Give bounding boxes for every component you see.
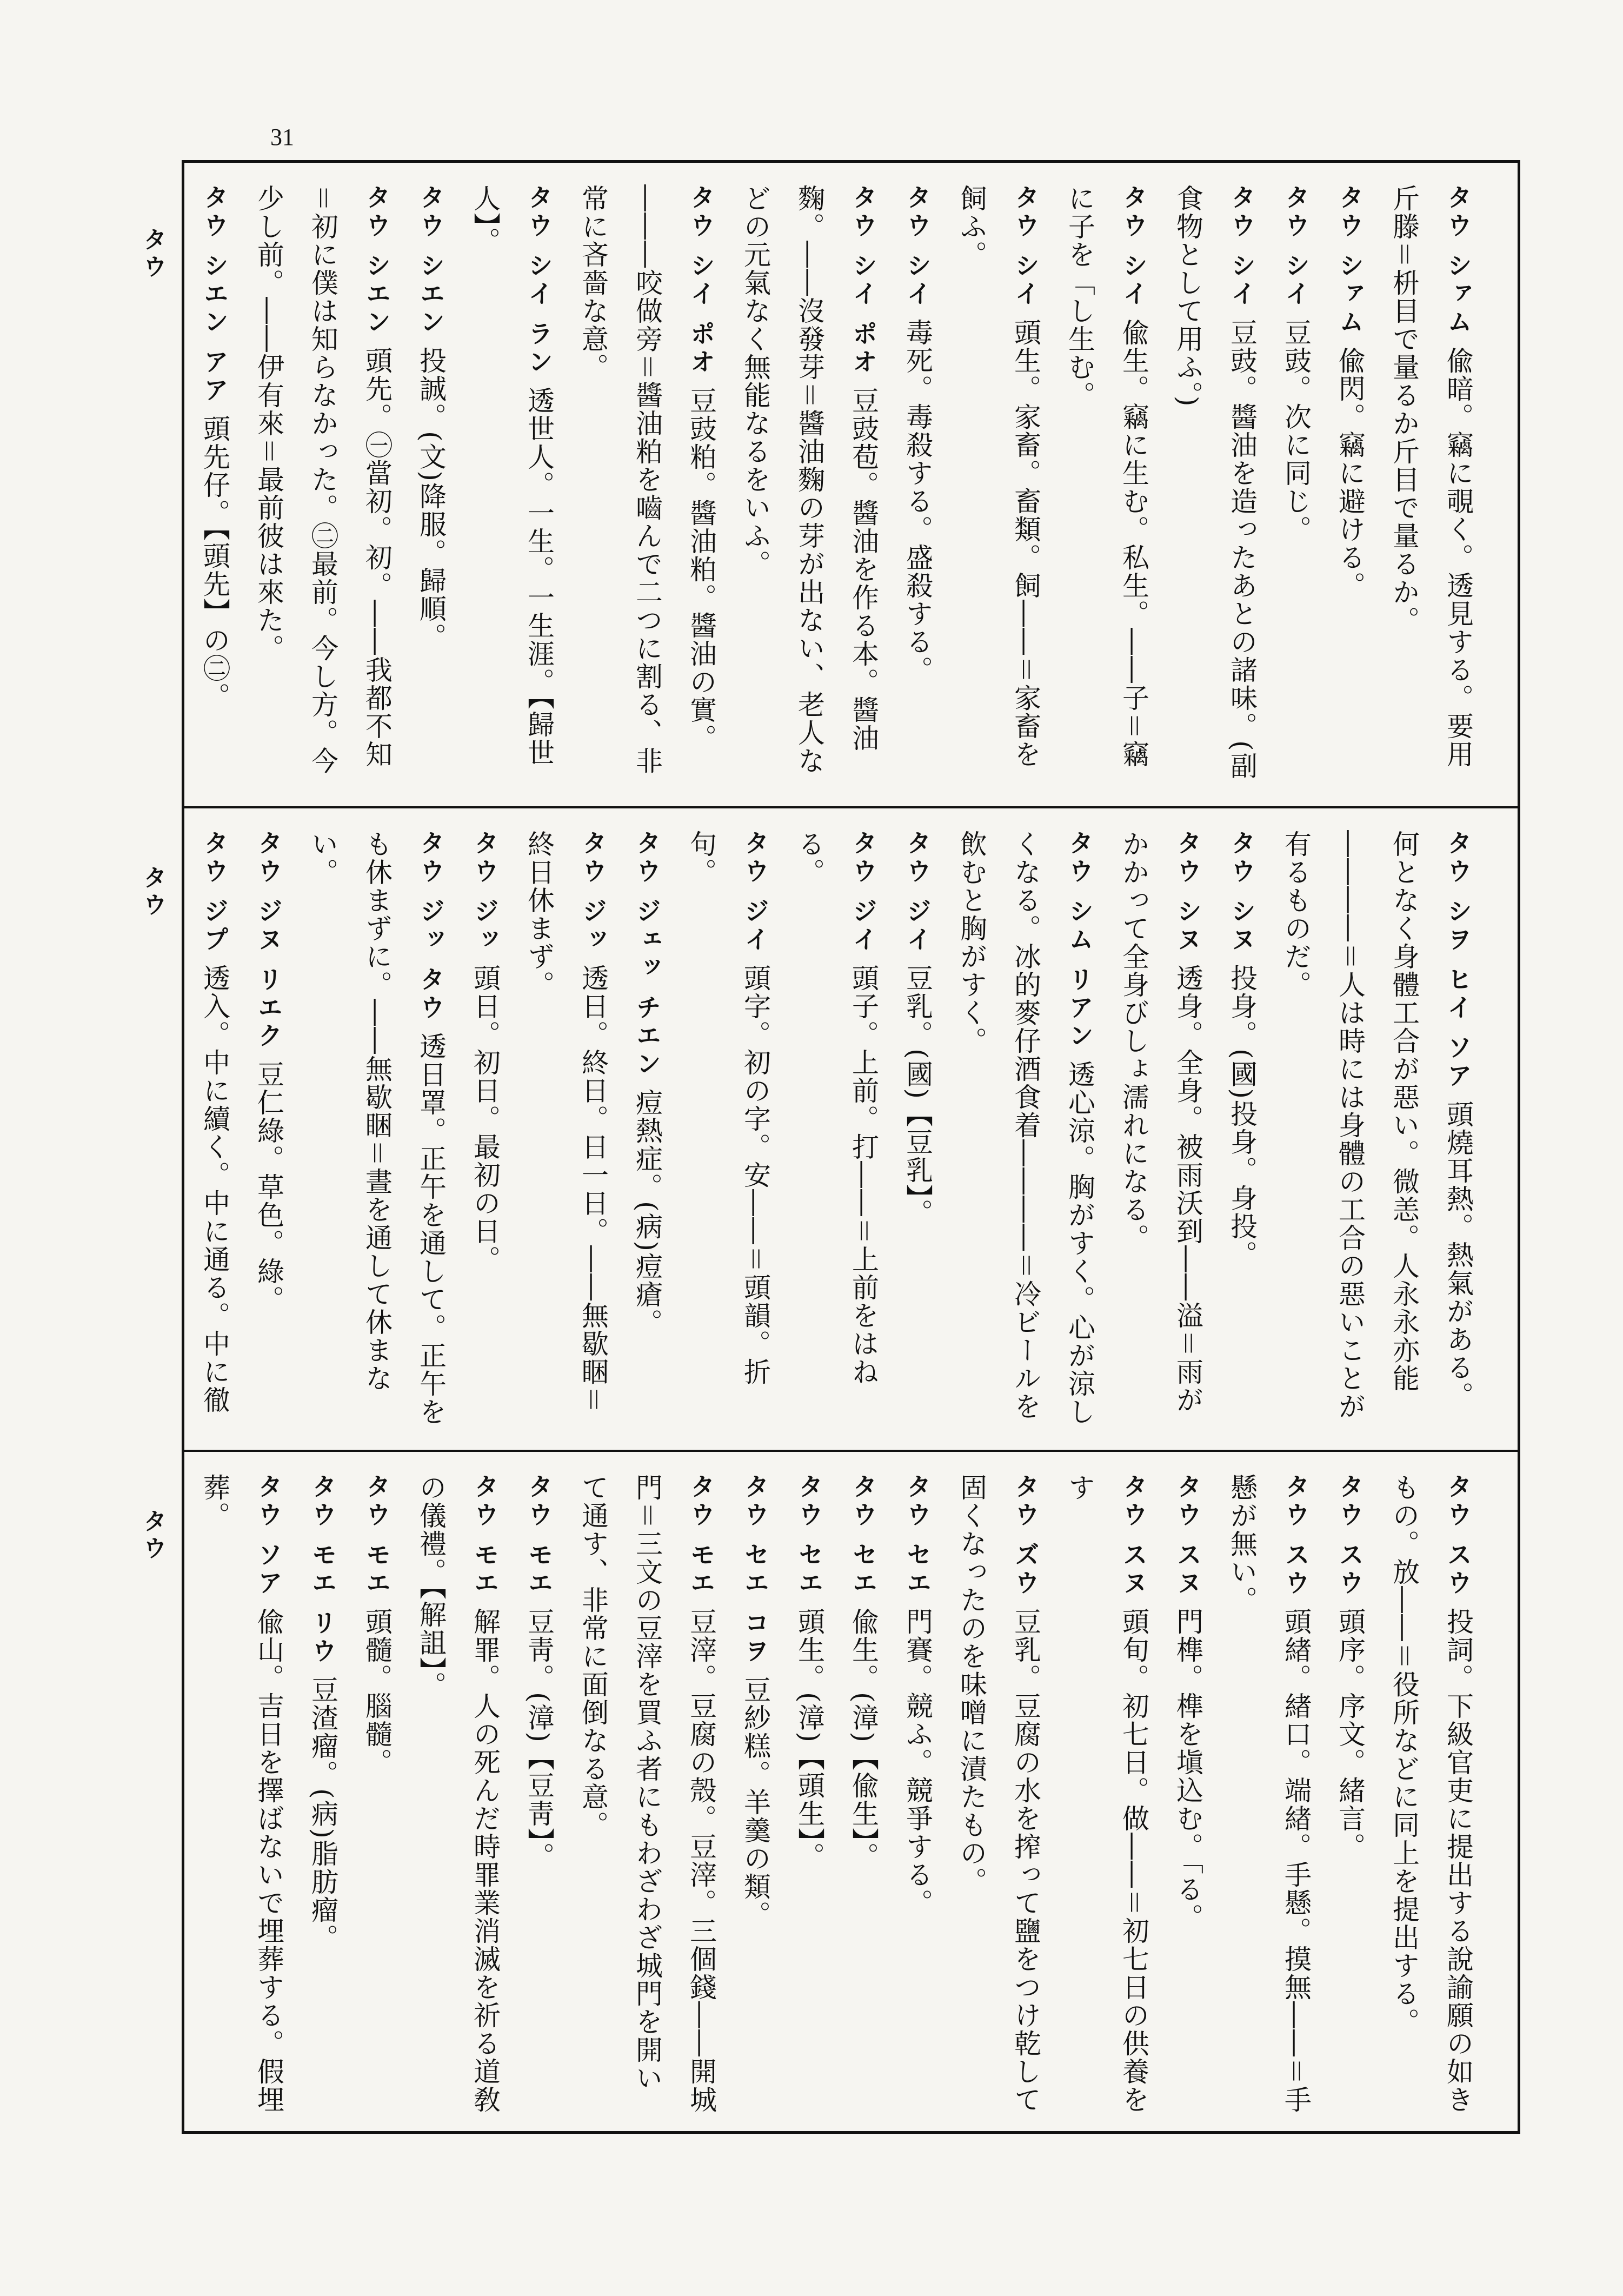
dictionary-entry	[512, 1474, 566, 2115]
dictionary-entry	[674, 830, 782, 1434]
dictionary-entry	[836, 1474, 890, 2115]
dictionary-entry	[1377, 1474, 1485, 2115]
entry-definition: 透身。全身。被雨沃到――溢＝雨がかかって全身びしょ濡れになる。	[1118, 830, 1203, 1415]
entry-definition: 解罪。人の死んだ時罪業消滅を祈る道敎の儀禮。【解詛】。	[415, 1474, 501, 2114]
dictionary-entry	[1161, 1474, 1215, 2115]
entry-definition: 豆乳。豆腐の水を搾って鹽をつけ乾して固くなったのを味噌に漬たもの。	[956, 1474, 1041, 2114]
entry-definition: 門賽。競ふ。競爭する。	[902, 1608, 933, 1917]
entry-reading: タウ ジヌ リエク	[254, 830, 283, 1051]
page-number: 31	[270, 124, 294, 150]
dictionary-entry	[188, 1474, 296, 2115]
entry-reading: タウ シエン	[362, 184, 391, 337]
entry-definition: 頭日。初日。最初の日。	[469, 964, 501, 1274]
entry-reading: タウ ジッ	[470, 830, 500, 955]
entry-definition: 頭生。(漳)【頭生】。	[794, 1608, 825, 1871]
band	[184, 163, 1518, 806]
entry-definition: 頭子。上前。打――＝上前をはねる。	[794, 830, 879, 1386]
entry-reading: タウ シヌ	[1227, 830, 1256, 955]
band	[184, 806, 1518, 1450]
dictionary-entry	[458, 830, 512, 1434]
entry-definition: 頭燒耳熱。熱氣がある。何となく身體工合が惡い。微恙。人永永亦能――――＝人は時には身體の工合の惡いことが有るものだ。	[1280, 830, 1474, 1421]
entry-reading: タウ シイ ラン	[524, 184, 554, 377]
entry-definition: 頭先仔。【頭先】の㊁。	[199, 415, 230, 711]
entry-definition: 偸暗。竊に覗く。透見する。要用斤滕＝枡目で量るか斤目で量るか。	[1388, 184, 1474, 769]
entry-reading: タウ ジプ	[200, 830, 229, 955]
entry-reading: タウ シイ	[1281, 184, 1311, 309]
dictionary-entry	[782, 1474, 836, 2115]
entry-reading: タウ スウ	[1281, 1474, 1311, 1598]
dictionary-entry	[890, 830, 944, 1434]
dictionary-frame	[182, 160, 1520, 2134]
entry-reading: タウ シァム	[1444, 184, 1473, 337]
dictionary-entry	[566, 1474, 728, 2115]
entry-reading: タウ ジイ	[741, 830, 770, 955]
dictionary-entry	[890, 184, 944, 790]
entry-definition: 豆仁綠。草色。綠。	[253, 1060, 284, 1314]
entry-definition: 豆豉粕。醬油粕。醬油の實。―――咬做旁＝醬油粕を嚙んで二つに割る、非常に吝嗇な意。	[577, 184, 717, 775]
dictionary-entry	[1161, 184, 1269, 790]
dictionary-entry	[404, 1474, 512, 2115]
entry-definition: 透心涼。胸がすく。心が涼しくなる。冰的麥仔酒食着――――＝冷ビールを飲むと胸がすく。	[956, 830, 1095, 1426]
entry-definition: 豆紗糕。羊羹の類。	[740, 1676, 771, 1929]
entry-column	[199, 1474, 1485, 2115]
entry-reading: タウ モエ	[362, 1474, 391, 1598]
entry-definition: 頭序。序文。緒言。	[1334, 1608, 1366, 1861]
dictionary-entry	[944, 830, 1107, 1434]
entry-definition: 偸閃。竊に避ける。	[1334, 347, 1366, 600]
dictionary-entry	[944, 1474, 1053, 2115]
entry-definition: 頭旬。初七日。做――＝初七日の供養をす	[1064, 1474, 1149, 2114]
dictionary-entry	[242, 184, 404, 790]
dictionary-entry	[1053, 184, 1161, 790]
entry-definition: 豆豉。次に同じ。	[1280, 318, 1312, 544]
entry-definition: 偸山。吉日を擇ばないで埋葬する。假埋葬。	[199, 1474, 284, 2114]
entry-reading: タウ ジェッ チエン	[633, 830, 662, 1079]
dictionary-entry	[728, 1474, 782, 2115]
entry-definition: 豆乳。(國)【豆乳】。	[902, 964, 933, 1227]
entry-reading: タウ シイ	[1011, 184, 1040, 309]
entry-definition: 門榫。榫を塡込む。「る。	[1172, 1608, 1203, 1932]
entry-reading: タウ シイ	[1227, 184, 1256, 309]
entry-reading: タウ シヲ ヒイ ソア	[1444, 830, 1473, 1091]
entry-reading: タウ シァム	[1335, 184, 1365, 337]
entry-reading: タウ セエ	[795, 1474, 824, 1598]
dictionary-entry	[566, 184, 728, 790]
side-heading: タウ	[139, 1509, 167, 1563]
entry-definition: 豆渣瘤。(病)脂肪瘤。	[307, 1676, 338, 1953]
entry-definition: 豆靑。(漳)【豆靑】。	[523, 1608, 555, 1871]
entry-reading: タウ シイ	[1119, 184, 1148, 309]
dictionary-entry	[1377, 184, 1485, 790]
dictionary-entry	[1269, 184, 1323, 790]
entry-reading: タウ セエ	[903, 1474, 932, 1598]
entry-reading: タウ スヌ	[1119, 1474, 1148, 1598]
dictionary-entry	[1269, 830, 1485, 1434]
entry-definition: 頭髓。腦髓。	[361, 1608, 393, 1777]
entry-definition: 透日罩。正午を通して。正午をも休まずに。――無歇睏＝晝を通して休まない。	[307, 830, 447, 1426]
dictionary-entry	[1107, 830, 1215, 1434]
dictionary-entry	[242, 830, 296, 1434]
dictionary-entry	[188, 184, 242, 790]
entry-definition: 豆豉。醬油を造ったあとの諸味。(副食物として用ふ。)	[1172, 184, 1258, 780]
band	[184, 1450, 1518, 2131]
dictionary-entry	[944, 184, 1053, 790]
dictionary-entry	[184, 830, 242, 1434]
entry-reading: タウ シイ ポオ	[849, 184, 878, 377]
dictionary-entry	[458, 184, 566, 790]
dictionary-entry	[296, 830, 458, 1434]
dictionary-entry	[890, 1474, 944, 2115]
entry-column	[199, 830, 1485, 1434]
entry-reading: タウ ジッ タウ	[416, 830, 445, 1023]
entry-reading: タウ モエ	[524, 1474, 554, 1598]
entry-reading: タウ モエ	[687, 1474, 716, 1598]
entry-definition: 投身。(國)投身。身投。	[1226, 964, 1258, 1269]
entry-definition: 頭生。家畜。畜類。飼――＝家畜を飼ふ。	[956, 184, 1041, 769]
entry-definition: 豆豉苞。醬油を作る本。醬油麴。――沒發芽＝醬油麴の芽が出ない、老人などの元氣なく無能なるをいふ。	[740, 184, 879, 775]
entry-reading: タウ シイ	[903, 184, 932, 309]
entry-definition: 頭緖。緖口。端緖。手懸。摸無――＝手懸が無い。	[1226, 1474, 1312, 2114]
entry-definition: 痘熱症。(病)痘瘡。	[631, 1089, 663, 1337]
dictionary-entry	[1053, 1474, 1161, 2115]
entry-definition: 透日。終日。日一日。――無歇睏＝終日休まず。	[523, 830, 609, 1415]
entry-definition: 透世人。一生。一生涯。【歸世人】。	[469, 184, 555, 767]
entry-reading: タウ ジイ	[849, 830, 878, 955]
entry-reading: タウ シエン アア	[200, 184, 229, 406]
entry-reading: タウ スウ	[1444, 1474, 1473, 1598]
dictionary-entry	[1323, 184, 1377, 790]
entry-reading: タウ シヌ	[1173, 830, 1202, 955]
entry-reading: タウ スウ	[1335, 1474, 1365, 1598]
entry-reading: タウ ジイ	[903, 830, 932, 955]
entry-definition: 投誠。(文)降服。歸順。	[415, 347, 447, 652]
dictionary-entry	[728, 184, 890, 790]
entry-reading: タウ シイ ポオ	[687, 184, 716, 377]
dictionary-entry	[1215, 1474, 1323, 2115]
entry-reading: タウ ソア	[254, 1474, 283, 1598]
entry-reading: タウ ジッ	[578, 830, 608, 955]
entry-reading: タウ スヌ	[1173, 1474, 1202, 1598]
entry-definition: 偸生。(漳)【偸生】。	[848, 1608, 879, 1871]
dictionary-entry	[1323, 1474, 1377, 2115]
dictionary-entry	[184, 1474, 188, 2115]
dictionary-entry	[512, 830, 620, 1434]
entry-reading: タウ モエ リウ	[308, 1474, 337, 1667]
entry-reading: タウ シム リアン	[1065, 830, 1094, 1051]
entry-column	[199, 184, 1485, 790]
entry-definition: 頭字。初の字。安――＝頭韻。折句。	[686, 830, 771, 1386]
dictionary-entry	[296, 1474, 350, 2115]
entry-definition: 偸生。竊に生む。私生。――子＝竊に子を「し生む。	[1064, 184, 1149, 769]
dictionary-entry	[620, 830, 674, 1434]
entry-reading: タウ モエ	[470, 1474, 500, 1598]
side-heading: タウ	[139, 227, 167, 281]
entry-definition: 頭先。㊀當初。初。――我都不知＝初に僕は知らなかった。㊁最前。今し方。今少し前。――伊有來＝最前彼は來た。	[253, 184, 393, 775]
dictionary-entry	[350, 1474, 404, 2115]
entry-definition: 投詞。下級官吏に提出する說諭願の如きもの。放――＝役所などに同上を提出する。	[1388, 1474, 1474, 2114]
entry-reading: タウ セエ	[849, 1474, 878, 1598]
entry-definition: 毒死。毒殺する。盛殺する。	[902, 318, 933, 685]
entry-reading: タウ ズウ	[1011, 1474, 1040, 1598]
side-heading: タウ	[139, 865, 167, 919]
entry-reading: タウ セエ コヲ	[741, 1474, 770, 1667]
entry-definition: 透入。中に續く。中に通る。中に徹	[199, 964, 230, 1415]
dictionary-entry	[1215, 830, 1269, 1434]
dictionary-entry	[782, 830, 890, 1434]
dictionary-entry	[404, 184, 458, 790]
entry-definition: 豆滓。豆腐の殼。豆滓。三個錢――開城門＝三文の豆滓を買ふ者にもわざわざ城門を開いて通す、非常に面倒なる意。	[577, 1474, 717, 2114]
entry-reading: タウ シエン	[416, 184, 445, 337]
